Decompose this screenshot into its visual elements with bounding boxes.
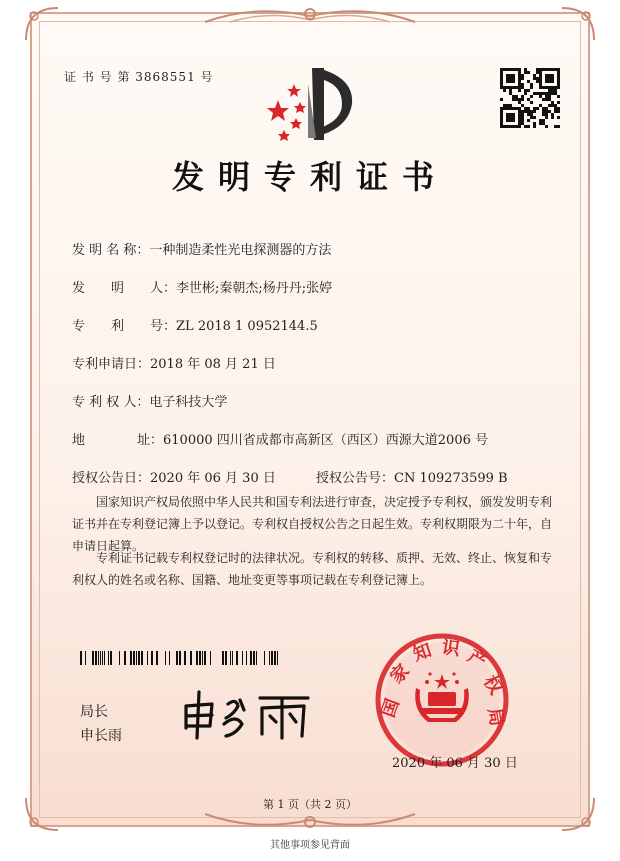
field-invention-name xyxy=(72,239,331,258)
field-announce-number xyxy=(316,467,508,486)
field-label: 专 利 权 人： xyxy=(72,395,150,410)
svg-text:知: 知 xyxy=(410,640,435,666)
official-seal-icon xyxy=(372,630,512,770)
field-application-date xyxy=(72,353,276,372)
svg-text:权: 权 xyxy=(478,671,507,699)
field-value: 2020 年 06 月 30 日 xyxy=(150,471,276,486)
field-label: 发 明 人： xyxy=(72,281,177,296)
signature-title: 局长 xyxy=(80,704,108,720)
field-label: 地 址： xyxy=(72,433,164,448)
field-value: 李世彬;秦朝杰;杨丹丹;张婷 xyxy=(176,281,333,296)
field-patent-number xyxy=(72,315,318,334)
svg-text:识: 识 xyxy=(440,636,462,661)
field-label: 专利申请日： xyxy=(72,357,151,372)
seal-date: 2020 年 06 月 30 日 xyxy=(392,756,518,771)
top-ornament-icon xyxy=(200,2,420,28)
page-title: 发明专利证书 xyxy=(171,158,448,196)
field-value: 一种制造柔性光电探测器的方法 xyxy=(149,243,332,258)
body-paragraph: 专利证书记载专利权登记时的法律状况。专利权的转移、质押、无效、终止、恢复和专利权人的姓名或名称、国籍、地址变更等事项记载在专利登记簿上。 xyxy=(72,551,553,587)
field-value: 电子科技大学 xyxy=(149,395,228,410)
signature-name: 申长雨 xyxy=(80,728,122,744)
svg-text:国: 国 xyxy=(377,696,404,721)
field-patentee xyxy=(72,391,227,410)
field-announce-date xyxy=(72,467,276,486)
body-paragraph: 国家知识产权局依照中华人民共和国专利法进行审查，决定授予专利权，颁发发明专利证书并在专利登记簿上予以登记。专利权自授权公告之日起生效。专利权期限为二十年，自申请日起算。 xyxy=(72,495,553,553)
certificate-number: 证 书 号 第 3868551 号 xyxy=(64,70,214,84)
field-label: 专 利 号： xyxy=(72,319,177,334)
field-value: CN 109273599 B xyxy=(394,471,508,486)
field-label: 授权公告日： xyxy=(72,471,151,486)
field-value: ZL 2018 1 0952144.5 xyxy=(176,319,318,334)
field-value: 2018 年 08 月 21 日 xyxy=(150,357,276,372)
field-label: 发 明 名 称： xyxy=(72,243,150,258)
handwritten-signature-icon xyxy=(178,684,318,742)
field-label: 授权公告号： xyxy=(316,471,395,486)
field-address xyxy=(72,429,488,448)
field-value: 610000 四川省成都市高新区（西区）西源大道2006 号 xyxy=(163,433,488,448)
svg-text:家: 家 xyxy=(386,660,414,688)
svg-text:局: 局 xyxy=(483,706,508,728)
field-inventors xyxy=(72,277,332,296)
patent-office-emblem-icon xyxy=(262,62,360,144)
qr-code-icon xyxy=(500,68,560,128)
svg-text:产: 产 xyxy=(463,645,491,674)
page-number: 第 1 页（共 2 页） xyxy=(263,798,357,811)
corner-ornament-top-left-icon xyxy=(22,4,62,44)
footer-note: 其他事项参见背面 xyxy=(270,840,350,851)
barcode-icon xyxy=(80,651,280,665)
corner-ornament-top-right-icon xyxy=(558,4,598,44)
